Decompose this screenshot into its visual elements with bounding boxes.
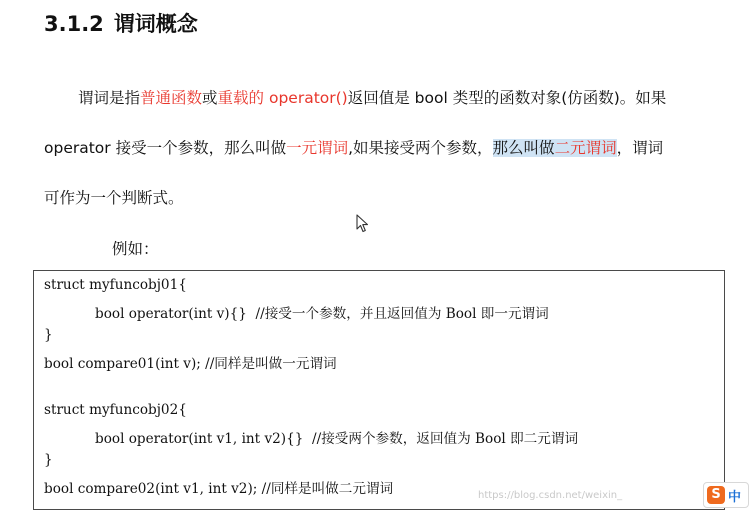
section-number: 3.1.2 [44, 12, 104, 36]
text-run: ,如果接受两个参数， [348, 139, 493, 157]
mouse-cursor-icon [356, 214, 370, 234]
code-line: bool compare02(int v1, int v2); //同样是叫做二元谓词 [44, 481, 394, 497]
text-run: 谓词是指 [78, 89, 141, 107]
section-heading [44, 8, 198, 38]
paragraph-line-3: 可作为一个判断式。 [44, 189, 184, 207]
paragraph-line-2 [44, 136, 663, 158]
code-line: struct myfuncobj01{ [44, 277, 187, 293]
code-line: } [44, 452, 53, 468]
section-title: 谓词概念 [113, 12, 198, 36]
code-line: } [44, 327, 53, 343]
text-run: ，谓词 [616, 139, 664, 157]
code-line: bool operator(int v1, int v2){} //接受两个参数，返回值为 Bool 即二元谓词 [95, 431, 579, 447]
code-line: struct myfuncobj02{ [44, 402, 187, 418]
watermark-url: https://blog.csdn.net/weixin_ [478, 490, 623, 501]
red-term-overloaded-operator: 重载的 operator() [217, 89, 348, 107]
text-run: 返回值是 bool 类型的函数对象(仿函数)。如果 [347, 89, 667, 107]
code-example-box [33, 270, 725, 510]
code-line: bool compare01(int v); //同样是叫做一元谓词 [44, 356, 337, 372]
paragraph-line-1 [78, 86, 666, 108]
text-selection-highlight [493, 139, 617, 157]
red-term-normal-function: 普通函数 [140, 89, 203, 107]
red-term-unary-predicate: 一元谓词 [286, 139, 349, 157]
text-run: operator 接受一个参数，那么叫做 [44, 139, 287, 157]
text-run: 或 [202, 89, 218, 107]
ime-language-indicator[interactable]: 中 [728, 489, 742, 505]
red-term-binary-predicate: 二元谓词 [554, 139, 617, 157]
example-label: 例如： [112, 240, 159, 258]
code-line: bool operator(int v){} //接受一个参数，并且返回值为 Bool 即一元谓词 [95, 306, 549, 322]
text-run: 那么叫做 [492, 139, 555, 157]
ime-toolbar[interactable] [703, 482, 749, 508]
sogou-logo-icon: S [707, 486, 725, 504]
